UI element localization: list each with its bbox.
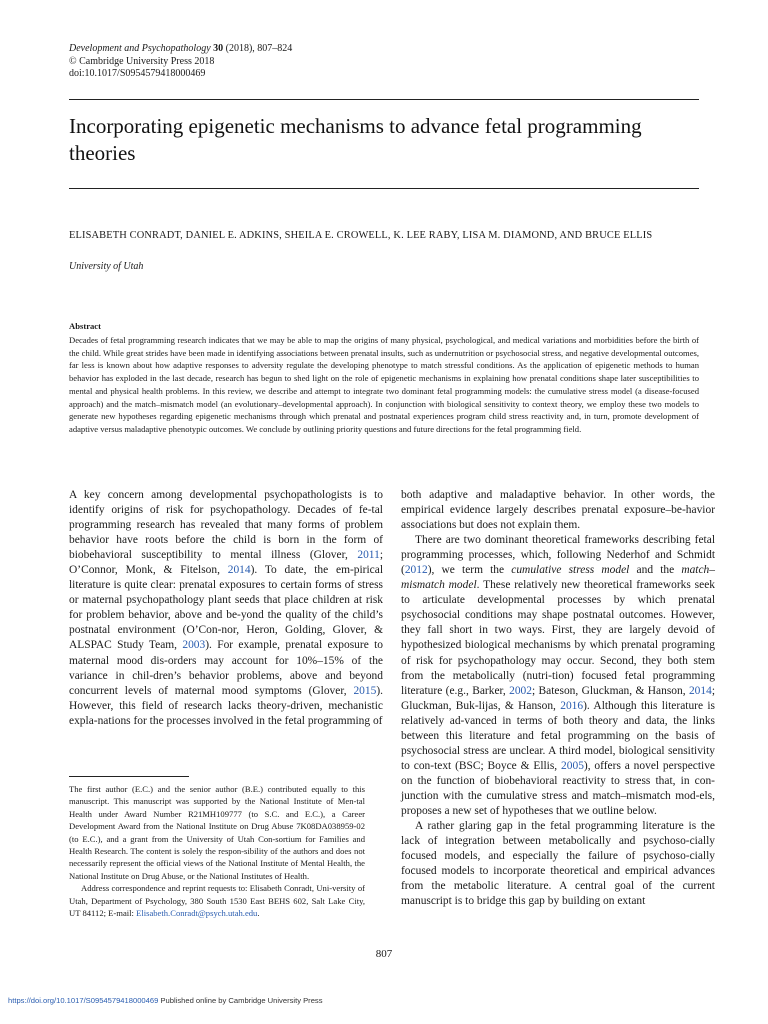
- abstract-heading: Abstract: [69, 321, 101, 331]
- term-match-mismatch: match–mismatch model: [401, 564, 715, 592]
- body-paragraph: both adaptive and maladaptive behavior. In other words, the empirical evidence largely describes prenatal exposure–be-havior associations but does not explain them.: [401, 489, 715, 532]
- affiliation: University of Utah: [69, 261, 144, 272]
- citation-link[interactable]: 2016: [560, 699, 584, 712]
- footnote: [69, 783, 365, 919]
- header-rule: [69, 99, 699, 100]
- footnote-rule: [69, 776, 189, 777]
- citation-link[interactable]: 2011: [357, 549, 380, 562]
- journal-citation-line: [69, 43, 469, 56]
- title-rule: [69, 188, 699, 189]
- journal-volume: 30: [213, 43, 224, 54]
- citation-link[interactable]: 2012: [404, 564, 428, 577]
- page-number: 807: [375, 948, 393, 960]
- footnote-funding: The first author (E.C.) and the senior author (B.E.) contributed equally to this manuscript. This manuscript was supported by the National Institute of Men-tal Health under Award Number R21MH109777 (to S.C. and E.C.), a Career Development Award from the National Institute on Drug Abuse 7K08DA038959-02 (to E.C.), and a grant from the University of Utah Con-sortium for Families and Health Research. The content is solely the respon-sibility of the authors and does not necessarily represent the official views of the National Institute of Mental Health, the National Institute on Drug Abuse, or the National Institutes of Health.: [69, 784, 365, 881]
- citation-link[interactable]: 2002: [509, 684, 532, 697]
- journal-name: Development and Psychopathology: [69, 43, 211, 54]
- doi-line: doi:10.1017/S0954579418000469: [69, 68, 206, 79]
- publisher-footer: [8, 996, 323, 1005]
- copyright-line: © Cambridge University Press 2018: [69, 55, 215, 67]
- footnote-correspondence: Address correspondence and reprint requests to: Elisabeth Conradt, Uni-versity of Utah, Department of Psychology, 380 South 1530 East BEHS 602, Salt Lake City, UT 84112; E-mail: Elisabeth.Conradt@psych.utah.edu.: [69, 883, 365, 919]
- citation-link[interactable]: 2005: [561, 759, 584, 772]
- journal-year-pages: (2018), 807–824: [223, 43, 293, 54]
- body-column-left: [69, 488, 383, 729]
- citation-link[interactable]: 2014: [688, 684, 712, 697]
- body-column-right: [401, 488, 715, 909]
- article-title: Incorporating epigenetic mechanisms to advance fetal programming theories: [69, 114, 642, 165]
- body-paragraph: There are two dominant theoretical frameworks describing fetal programming processes, which, following Nederhof and Schmidt (2012), we term the cumulative stress model and the match–mismatch model. These relatively new theoretical frameworks seek to articulate developmental processes by which prenatal psychosocial conditions may shape postnatal outcomes. However, they fall short in two ways. First, they are largely devoid of hypothesized biological mechanisms by which prenatal programing of risk for psychopathology may occur. Second, they both stem from the metabolically (nutri-tion) focused fetal programming literature (e.g., Barker, 2002; Bateson, Gluckman, & Hanson, 2014; Gluckman, Buk-lijas, & Hanson, 2016). Although this literature is relatively ad-vanced in terms of both theory and data, the links between this literature and fetal programming on the basis of psychosocial stress are unclear. A third model, biological sensitivity to con-text (BSC; Boyce & Ellis, 2005), offers a novel perspective on the function of biobehavioral reactivity to stress that, in con-junction with the cumulative stress and match–mismatch mod-els, proposes a new set of hypotheses that we outline below.: [401, 534, 716, 817]
- body-paragraph: A key concern among developmental psychopathologists is to identify origins of risk for psychopathology. Decades of fe-tal programming research has revealed that many forms of problem behavior have roots before the child is born in the form of biobehavioral susceptibility to mental illness (Glover, 2011; O’Connor, Monk, & Fitelson, 2014). To date, the em-pirical literature is quite clear: prenatal exposures to certain forms of stress or maternal psychopathology plant seeds that place children at risk for problem behavior, above and be-yond the quality of the child’s postnatal environment (O’Con-nor, Heron, Golding, Glover, & ALSPAC Study Team, 2003). For example, prenatal exposure to maternal mood dis-orders may account for 10%–15% of the variance in chil-dren’s behavior problems, above and beyond concurrent levels of maternal mood symptoms (Glover, 2015). However, this field of research lacks theory-driven, mechanistic expla-nations for the processes involved in the fetal programming of: [69, 489, 383, 727]
- body-paragraph: A rather glaring gap in the fetal programming literature is the lack of integration between metabolically and psychoso-cially focused models, and especially the failure of psychoso-cially focused models to incorporate theoretical and empirical advances from the metabolic literature. A central goal of the current manuscript is to bridge this gap by building on extant: [401, 820, 715, 908]
- author-list: ELISABETH CONRADT, DANIEL E. ADKINS, SHEILA E. CROWELL, K. LEE RABY, LISA M. DIAMOND, AND BRUCE ELLIS: [69, 230, 653, 241]
- citation-link[interactable]: 2014: [227, 564, 251, 577]
- citation-link[interactable]: 2003: [182, 639, 206, 652]
- published-online-text: Published online by Cambridge University Press: [158, 996, 323, 1005]
- journal-header: [69, 43, 469, 81]
- citation-link[interactable]: 2015: [353, 684, 377, 697]
- abstract-text: Decades of fetal programming research indicates that we may be able to map the origins of many physical, psychological, and medical variations and morbidities before the birth of the child. While great strides have been made in identifying associations between prenatal insults, such as undernutrition or psychosocial stress, and negative developmental outcomes, far less is known about how adaptive responses to adversity regulate the developing phenotype to match stressful conditions. As the application of epigenetic methods to human behavior has exploded in the last decade, research has begun to shed light on the role of epigenetic mechanisms in explaining how prenatal conditions shape later susceptibilities to mental and physical health problems. In this review, we describe and attempt to integrate two dominant fetal programming models: the cumulative stress model (a disease-focused approach) and the match–mismatch model (an evolutionary–developmental approach). In conjunction with biological sensitivity to context theory, we employ these two models to generate new hypotheses regarding epigenetic mechanisms through which prenatal and postnatal experiences program child stress reactivity and, in turn, promote development of adaptive versus maladaptive phenotypic outcomes. We conclude by outlining priority questions and future directions for the fetal programming field.: [69, 335, 699, 434]
- email-link[interactable]: Elisabeth.Conradt@psych.utah.edu: [136, 908, 258, 919]
- term-cumulative-stress: cumulative stress model: [511, 564, 630, 577]
- doi-link[interactable]: https://doi.org/10.1017/S0954579418000469: [8, 996, 159, 1005]
